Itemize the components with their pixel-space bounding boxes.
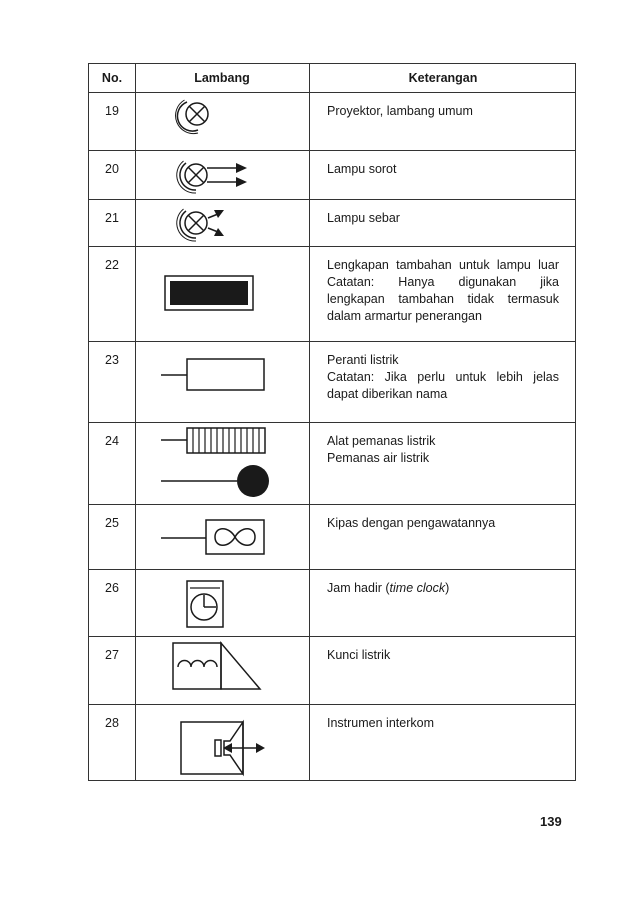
row-number: 23 — [105, 353, 119, 367]
header-keterangan: Keterangan — [408, 71, 478, 85]
page-number: 139 — [540, 814, 562, 829]
row-description: Jam hadir (time clock) — [327, 581, 450, 595]
row-number: 26 — [105, 581, 119, 595]
table-row — [89, 92, 575, 150]
row-description: Instrumen interkom — [327, 716, 434, 730]
row-number: 20 — [105, 162, 119, 176]
table-row — [89, 199, 575, 246]
row-number: 27 — [105, 648, 119, 662]
row-description: Alat pemanas listrik Pemanas air listrik — [327, 434, 436, 465]
table-row — [89, 569, 575, 636]
electric-heater-icon — [135, 422, 309, 504]
header-no: No. — [101, 71, 123, 85]
row-number: 22 — [105, 258, 119, 272]
electric-appliance-icon — [135, 341, 309, 422]
symbol-table — [88, 63, 576, 781]
floodlight-icon — [135, 199, 309, 246]
row-description: Peranti listrik Catatan: Jika perlu untuk lebih jelas dapat diberikan nama — [327, 353, 559, 401]
time-clock-icon — [135, 569, 309, 636]
electric-lock-icon — [135, 636, 309, 704]
table-row — [89, 422, 575, 504]
header-lambang: Lambang — [194, 71, 250, 85]
table-row — [89, 150, 575, 199]
row-description: Proyektor, lambang umum — [327, 104, 473, 118]
table-row — [89, 504, 575, 569]
fan-icon — [135, 504, 309, 569]
row-number: 19 — [105, 104, 119, 118]
row-description: Lengkapan tambahan untuk lampu luar Catatan: Hanya digunakan jika lengkapan tambahan tidak termasuk dalam armartur penerangan — [327, 258, 559, 323]
projector-icon — [135, 92, 309, 150]
spotlight-icon — [135, 150, 309, 199]
row-number: 28 — [105, 716, 119, 730]
row-number: 25 — [105, 516, 119, 530]
row-description: Kunci listrik — [327, 648, 391, 662]
auxiliary-equipment-icon — [135, 246, 309, 341]
row-description: Kipas dengan pengawatannya — [327, 516, 496, 530]
table-row — [89, 704, 575, 782]
row-number: 24 — [105, 434, 119, 448]
intercom-icon — [135, 704, 309, 782]
row-description: Lampu sorot — [327, 162, 397, 176]
row-number: 21 — [105, 211, 119, 225]
table-row — [89, 636, 575, 704]
row-description: Lampu sebar — [327, 211, 400, 225]
table-row — [89, 341, 575, 422]
table-row — [89, 246, 575, 341]
